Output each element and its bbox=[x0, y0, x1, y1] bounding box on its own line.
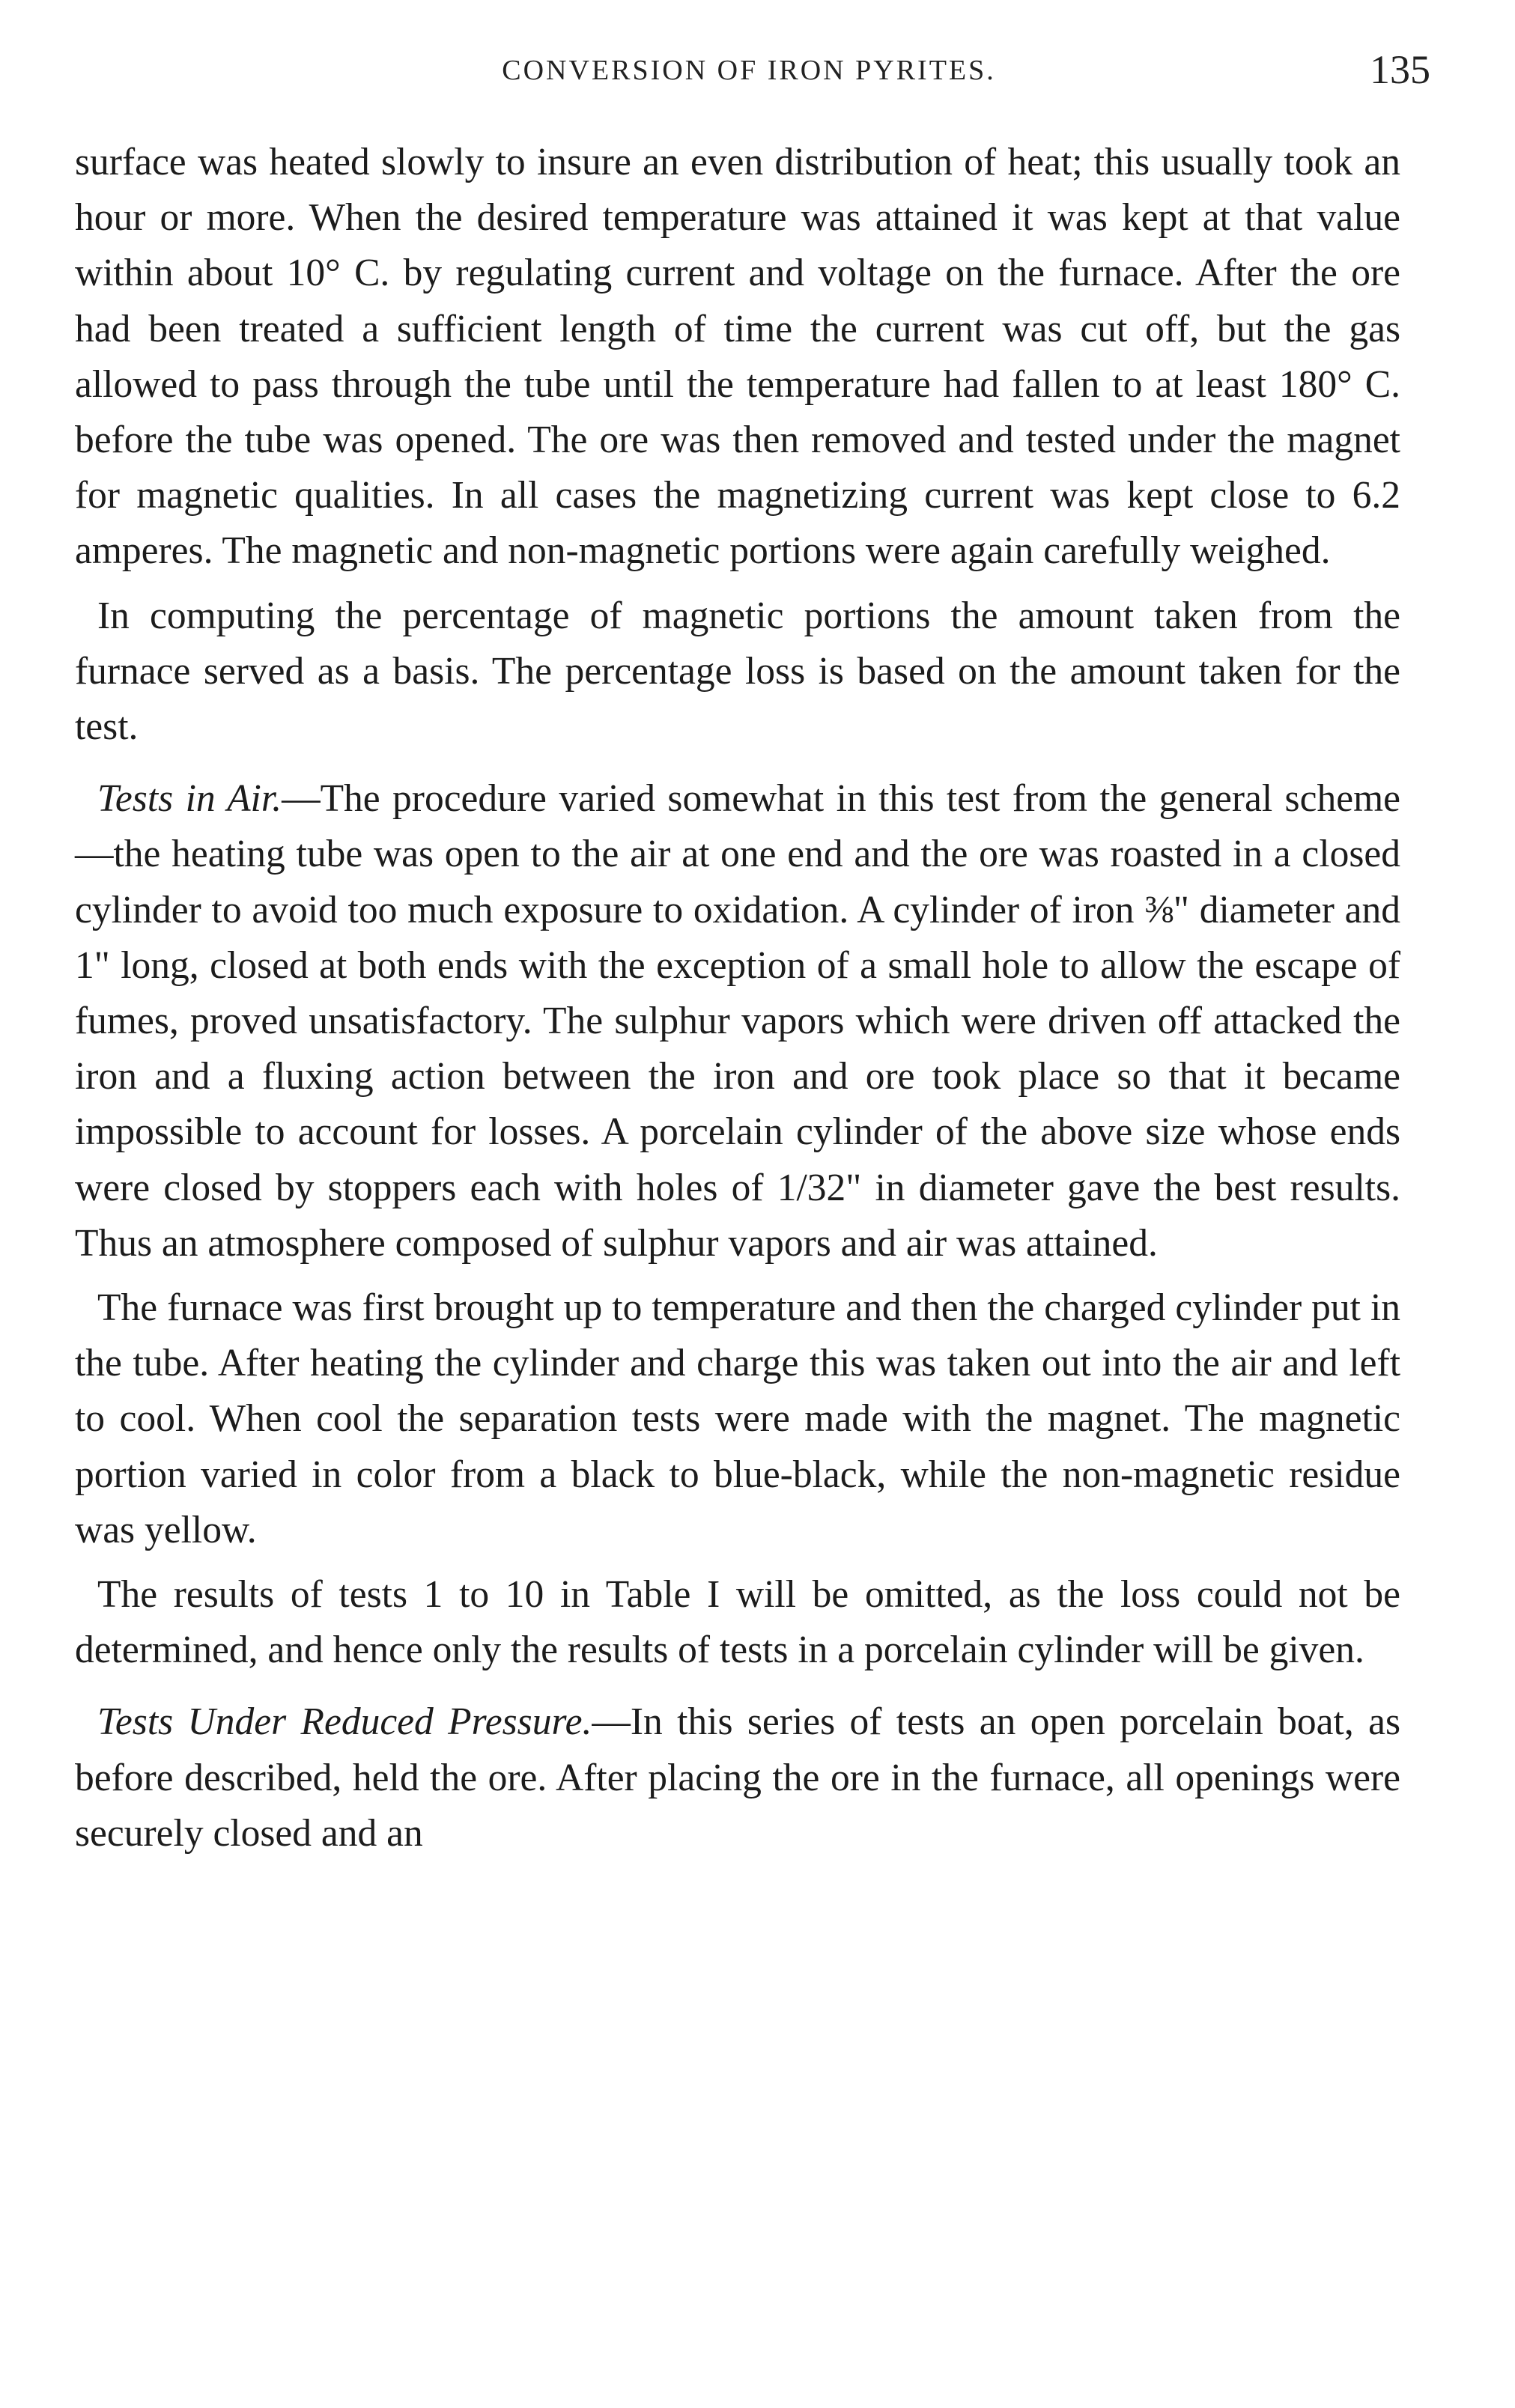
section-heading-reduced-pressure: Tests Under Reduced Pressure. bbox=[97, 1700, 592, 1744]
paragraph-reduced-pressure-text: —In this series of tests an open porcelain boat, as before described, held the ore. After placing the ore in the furnace, all openings were securely closed and an bbox=[75, 1700, 1400, 1855]
paragraph-results-omitted: The results of tests 1 to 10 in Table I will be omitted, as the loss could not be determined, and hence only the results of tests in a porcelain cylinder will be given. bbox=[75, 1573, 1400, 1672]
page-header bbox=[75, 46, 1430, 106]
running-head: CONVERSION OF IRON PYRITES. bbox=[502, 55, 996, 86]
paragraph-tests-in-air-text: —The procedure varied somewhat in this test from the general scheme—the heating tube was open to the air at one end and the ore was roasted in a closed cylinder to avoid too much exposure to oxidation. A cylinder of iron ⅜" diameter and 1" long, closed at both ends with the exception of a small hole to allow the escape of fumes, proved unsatisfactory. The sulphur vapors which were driven off attacked the iron and a fluxing action between the iron and ore took place so that it became impossible to account for losses. A porcelain cylinder of the above size whose ends were closed by stoppers each with holes of 1/32" in diameter gave the best results. Thus an atmosphere composed of sulphur vapors and air was attained. bbox=[75, 777, 1400, 1265]
page-body bbox=[75, 135, 1400, 1861]
page-number: 135 bbox=[1370, 47, 1430, 92]
paragraph-furnace-procedure: The furnace was first brought up to temperature and then the charged cylinder put in the tube. After heating the cylinder and charge this was taken out into the air and left to cool. When cool the separation tests were made with the magnet. The magnetic portion varied in color from a black to blue-black, while the non-magnetic residue was yellow. bbox=[75, 1286, 1400, 1551]
paragraph-continued: surface was heated slowly to insure an even distribution of heat; this usually took an hour or more. When the desired temperature was attained it was kept at that value within about 10° C. by regulating current and voltage on the furnace. After the ore had been treated a sufficient length of time the current was cut off, but the gas allowed to pass through the tube until the temperature had fallen to at least 180° C. before the tube was opened. The ore was then removed and tested under the magnet for magnetic qualities. In all cases the magnetizing current was kept close to 6.2 amperes. The magnetic and non-magnetic portions were again carefully weighed. bbox=[75, 141, 1400, 573]
paragraph-reduced-pressure bbox=[75, 1694, 1400, 1861]
paragraph-tests-in-air bbox=[75, 771, 1400, 1271]
paragraph-computing-percentage: In computing the percentage of magnetic portions the amount taken from the furnace served as a basis. The percentage loss is based on the amount taken for the test. bbox=[75, 594, 1400, 749]
section-heading-tests-in-air: Tests in Air. bbox=[97, 777, 282, 821]
